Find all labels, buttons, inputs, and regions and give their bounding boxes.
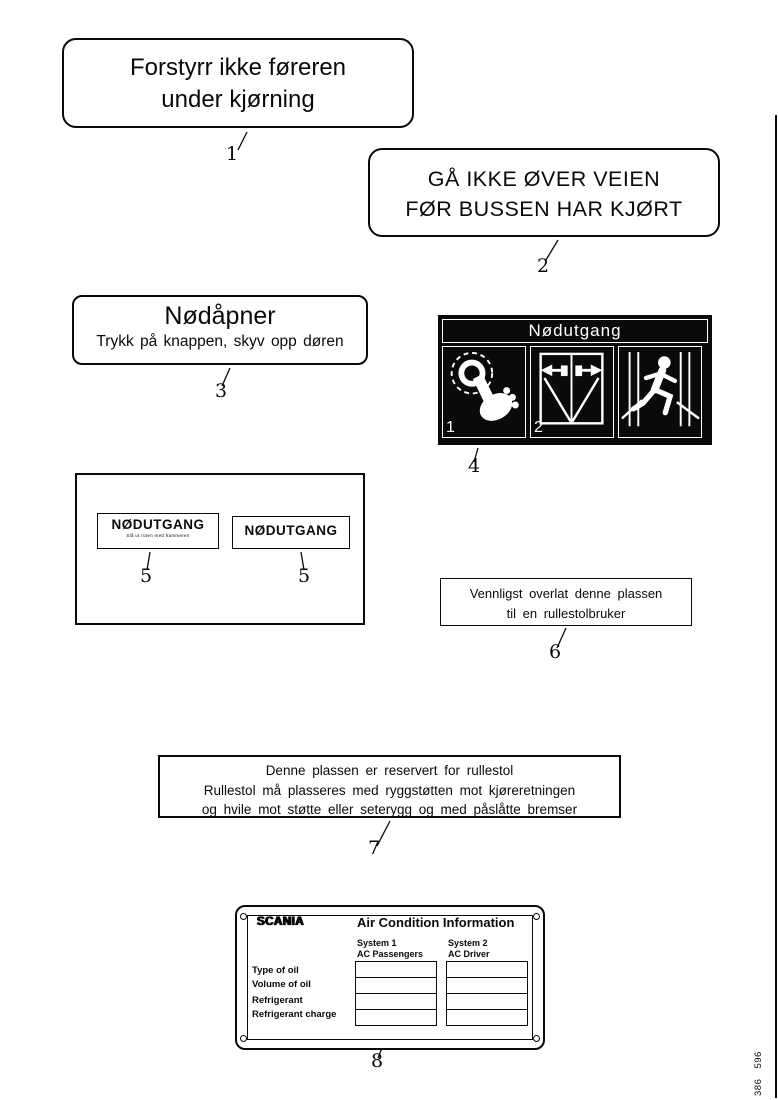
label-line: og hvile mot støtte eller seterygg og med påslåtte bremser: [201, 802, 578, 818]
screw-hole-icon: [533, 913, 540, 920]
screw-hole-icon: [533, 1035, 540, 1042]
panel-running-man: [618, 346, 702, 438]
value-box: [446, 977, 528, 994]
label-emergency-exit-pictograms: [438, 315, 712, 445]
page-edge-line: [775, 115, 777, 1098]
column-header-line: AC Passengers: [357, 949, 424, 960]
label-do-not-disturb-driver: [62, 38, 414, 128]
screw-hole-icon: [240, 1035, 247, 1042]
doors-open-icon: [531, 347, 612, 436]
label-emergency-exit-window-left: [97, 513, 219, 549]
label-line: Forstyrr ikke føreren: [129, 54, 347, 81]
label-wheelchair-space-instructions: [158, 755, 621, 818]
callout-7: 7: [368, 837, 381, 859]
label-wheelchair-courtesy: [440, 578, 692, 626]
value-box: [446, 961, 528, 978]
panel-doors-open: [530, 346, 614, 438]
label-line: Denne plassen er reservert for rullestol: [265, 763, 514, 778]
drawing-part-number: 386 596: [753, 1051, 764, 1096]
panel-number: 1: [446, 419, 455, 436]
label-emergency-opener: [72, 295, 368, 365]
label-title: NØDUTGANG: [111, 517, 205, 532]
callout-2: 2: [537, 255, 550, 277]
label-line: FØR BUSSEN HAR KJØRT: [405, 197, 683, 222]
running-man-icon: [619, 347, 700, 436]
column-header-line: AC Driver: [448, 949, 490, 960]
column-header-line: System 2: [448, 938, 488, 948]
press-button-icon: [443, 347, 524, 436]
label-emergency-exit-window-right: [232, 516, 350, 549]
screw-hole-icon: [240, 913, 247, 920]
plate-title: Air Condition Information: [357, 915, 515, 930]
callout-5-right: 5: [298, 565, 311, 587]
row-label-volume-of-oil: Volume of oil: [252, 979, 311, 990]
panel-press-button: [442, 346, 526, 438]
callout-4: 4: [468, 455, 481, 477]
value-box: [355, 961, 437, 978]
label-title: Nødutgang: [442, 319, 708, 343]
label-line: Rullestol må plasseres med ryggstøtten mot kjøreretningen: [203, 782, 576, 798]
callout-3: 3: [215, 380, 228, 402]
label-title: NØDUTGANG: [244, 523, 338, 538]
label-line: under kjørning: [161, 86, 315, 114]
callout-6: 6: [549, 641, 562, 663]
value-box: [446, 993, 528, 1010]
column-header-system2: [448, 938, 490, 961]
value-box: [355, 993, 437, 1010]
air-condition-information-plate: [235, 905, 545, 1050]
column-header-line: System 1: [357, 938, 397, 948]
value-box: [355, 1009, 437, 1026]
value-boxes-system1: [355, 961, 437, 1026]
callout-8: 8: [371, 1050, 384, 1072]
label-do-not-cross-road: [368, 148, 720, 237]
label-line: GÅ IKKE ØVER VEIEN: [427, 167, 661, 191]
label-line: til en rullestolbruker: [506, 606, 626, 622]
row-label-type-of-oil: Type of oil: [252, 965, 299, 976]
row-label-refrigerant: Refrigerant: [252, 995, 303, 1006]
column-header-system1: [357, 938, 423, 961]
value-box: [355, 977, 437, 994]
label-subtext: Slå ut ruten med hammeren: [126, 533, 190, 538]
label-subtitle: Trykk på knappen, skyv opp døren: [96, 333, 344, 350]
row-label-refrigerant-charge: Refrigerant charge: [252, 1009, 337, 1020]
panel-number: 2: [534, 419, 543, 436]
value-boxes-system2: [446, 961, 528, 1026]
window-exit-label-frame: [75, 473, 365, 625]
value-box: [446, 1009, 528, 1026]
callout-5-left: 5: [140, 565, 153, 587]
label-line: Vennligst overlat denne plassen: [469, 586, 663, 601]
label-title: Nødåpner: [164, 302, 276, 330]
manufacturer-logo: SCANIA: [257, 916, 305, 928]
callout-1: 1: [226, 143, 239, 165]
pictogram-row: [442, 346, 708, 438]
